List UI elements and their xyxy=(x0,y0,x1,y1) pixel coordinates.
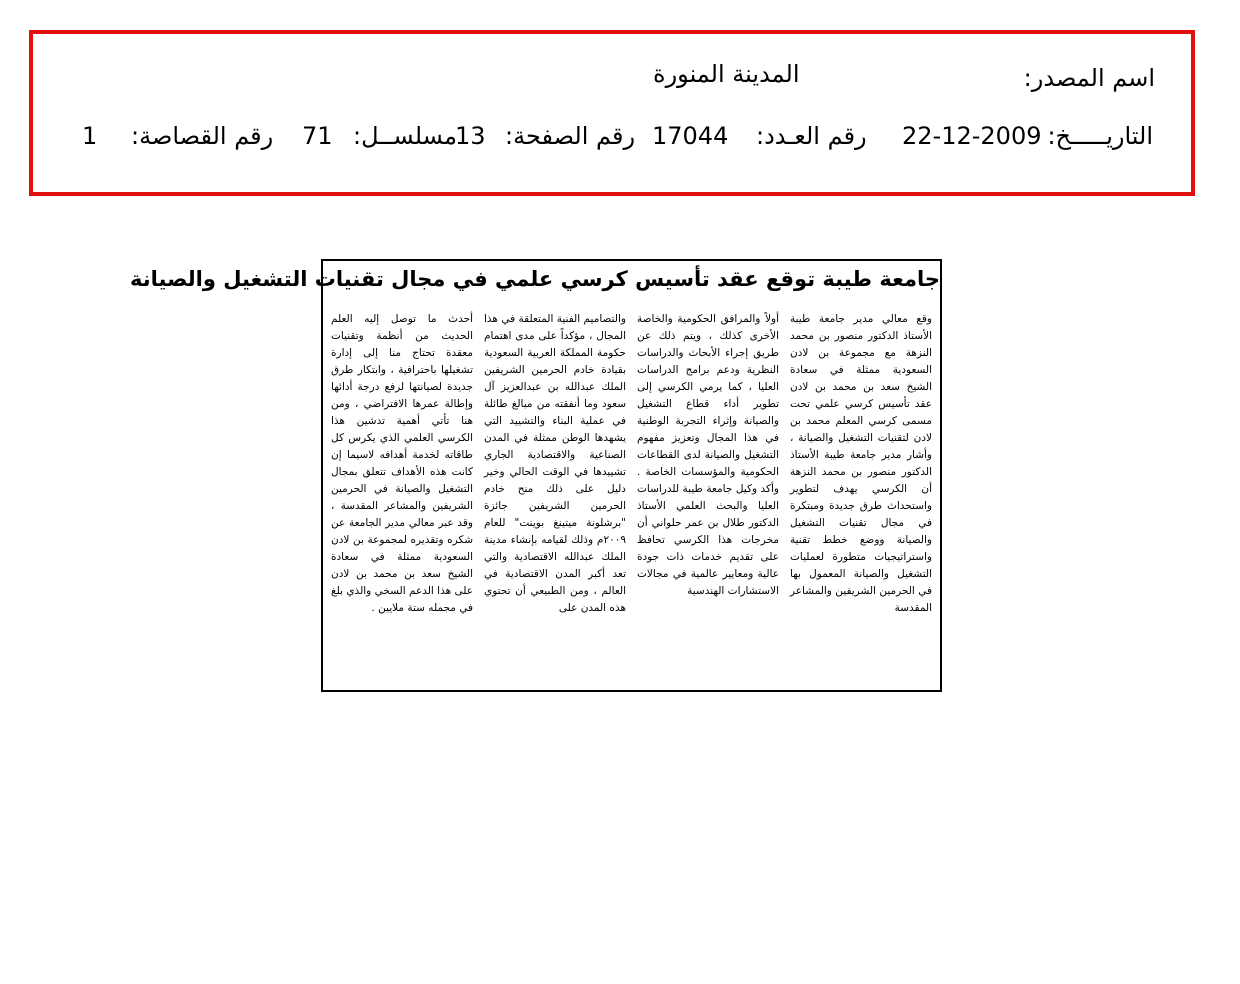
issue-value: 17044 xyxy=(652,122,729,150)
article-column-3: والتصاميم الفنية المتعلقة في هذا المجال ، مؤكداً على مدى اهتمام حكومة المملكة العربية السعودية بقيادة خادم الحرمين الشريفين الملك عبدالله بن عبدالعزيز آل سعود وما أنفقته من مبالغ طائلة في عملية البناء والتشييد التي يشهدها الوطن ممثلة في المدن الصناعية والاقتصادية الجاري تشييدها في الوقت الحالي وخير دليل على ذلك منح خادم الحرمين الشريفين جائزة "برشلونة ميتينغ بوينت" للعام ٢٠٠٩م وذلك لقيامه بإنشاء مدينة الملك عبدالله الاقتصادية والتي تعد أكبر المدن الاقتصادية في العالم ، ومن الطبيعي أن تحتوي هذه المدن على xyxy=(484,313,626,614)
newspaper-clipping xyxy=(130,259,942,692)
article-column-1: وقع معالي مدير جامعة طيبة الأستاذ الدكتور منصور بن محمد النزهة مع مجموعة بن لادن السعودية ممثلة في سعادة الشيخ سعد بن محمد بن لادن عقد تأسيس كرسي علمي تحت مسمى كرسي المعلم محمد بن لادن لتقنيات التشغيل والصيانة ، وأشار مدير جامعة طيبة الأستاذ الدكتور منصور بن محمد النزهة أن الكرسي يهدف لتطوير واستحداث طرق جديدة ومبتكرة في مجال تقنيات التشغيل والصيانة ووضع خطط تقنية واستراتيجيات متطورة لعمليات التشغيل والصيانة المعمول بها في الحرمين الشريفين والمشاعر المقدسة xyxy=(790,313,932,614)
page-value: 13 xyxy=(455,122,486,150)
date-label: التاريـــــخ: xyxy=(1047,122,1153,150)
serial-value: 71 xyxy=(302,122,333,150)
source-value: المدينة المنورة xyxy=(653,60,800,88)
clip-value: 1 xyxy=(82,122,98,150)
issue-label: رقم العـدد: xyxy=(756,122,867,150)
article-body xyxy=(331,311,932,684)
source-info-box xyxy=(29,30,1195,196)
source-label: اسم المصدر: xyxy=(1023,64,1155,92)
clip-label: رقم القصاصة: xyxy=(131,122,274,150)
date-value: 22-12-2009 xyxy=(902,122,1042,150)
article-column-2: أولاً والمرافق الحكومية والخاصة الأخرى كذلك ، ويتم ذلك عن طريق إجراء الأبحاث والدراسات النظرية ودعم برامج الدراسات العليا ، كما يرمي الكرسي إلى تطوير أداء قطاع التشغيل والصيانة وإثراء التجربة الوطنية في هذا المجال وتعزيز مفهوم التشغيل والصيانة لدى القطاعات الحكومية والمؤسسات الخاصة . وأكد وكيل جامعة طيبة للدراسات العليا والبحث العلمي الأستاذ الدكتور طلال بن عمر حلواني أن مخرجات هذا الكرسي تحافظ على تقديم خدمات ذات جودة عالية ومعايير عالمية في مجالات الاستشارات الهندسية xyxy=(637,313,779,597)
serial-label: مسلســل: xyxy=(353,122,457,150)
article-headline: جامعة طيبة توقع عقد تأسيس كرسي علمي في مجال تقنيات التشغيل والصيانة xyxy=(130,267,940,291)
page-label: رقم الصفحة: xyxy=(505,122,636,150)
article-column-4: أحدث ما توصل إليه العلم الحديث من أنظمة وتقنيات معقدة تحتاج منا إلى إدارة تشغيلها باحترافية ، وابتكار طرق جديدة لصيانتها لرفع درجة أدائها وإطالة عمرها الافتراضي ، ومن هنا تأتي أهمية تدشين هذا الكرسي العلمي الذي يكرس كل طاقاته لخدمة أهدافه لاسيما إن كانت هذه الأهداف تتعلق بمجال التشغيل والصيانة في الحرمين الشريفين والمشاعر المقدسة ، وقد عبر معالي مدير الجامعة عن شكره وتقديره لمجموعة بن لادن السعودية ممثلة في سعادة الشيخ سعد بن محمد بن لادن على هذا الدعم السخي والذي بلغ في مجمله ستة ملايين . xyxy=(331,313,473,614)
